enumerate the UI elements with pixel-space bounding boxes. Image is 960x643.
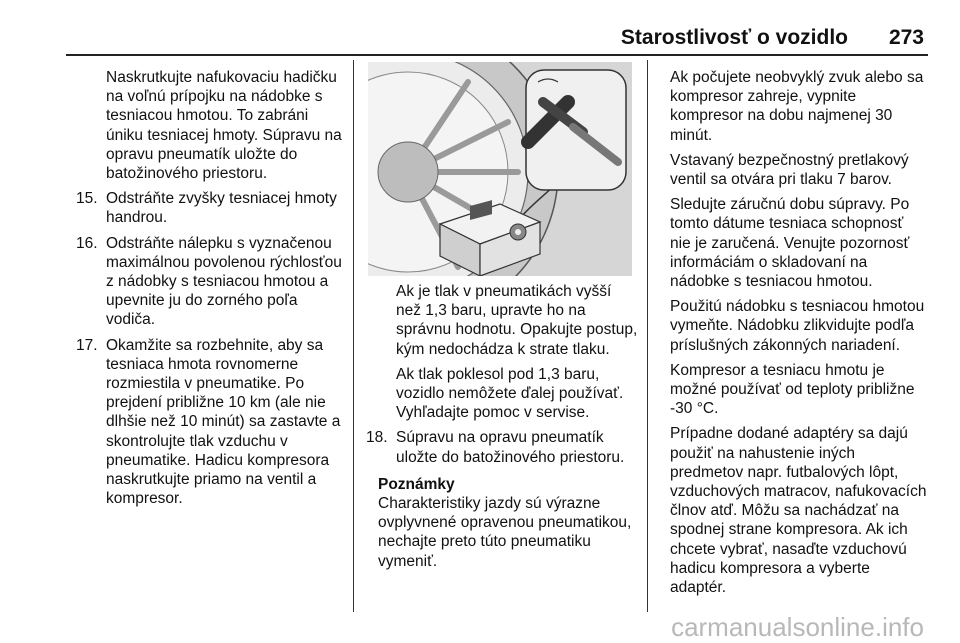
note-block [366,475,638,571]
item-number: 18. [366,429,388,447]
note-title: Poznámky [378,475,455,493]
paragraph: Sledujte záručnú dobu súpravy. Po tomto dátume tesniaca schopnosť nie je zaručená. Venujte pozornosť informáciám o skladovaní na nádobke s tesniacou hmotou. [670,196,910,291]
watermark: carmanualsonline.info [671,612,924,642]
item-text: Odstráňte nálepku s vyznačenou maximálnou povolenou rýchlosťou z nádobky s tesniacou hmotou a upevnite ju do zorného poľa vodiča. [106,234,342,329]
note-text: Charakteristiky jazdy sú výrazne ovplyvnené opravenou pneumatikou, nechajte preto túto pneumatiku vymeniť. [378,495,632,570]
low-pressure-paragraph: Ak tlak poklesol pod 1,3 baru, vozidlo nemôžete ďalej používať. Vyhľadajte pomoc v servise. [396,365,624,422]
list-item [76,336,346,509]
compressor-illustration [368,62,632,276]
item-text: Okamžite sa rozbehnite, aby sa tesniaca hmota rovnomerne rozmiestila v pneumatike. Po prejdení približne 10 km (ale nie dlhšie než 10 minút) sa zastavte a skontrolujte tlak vzduchu v pneumatike. Hadicu kompresora naskrutkujte priamo na ventil a kompresor. [106,336,341,508]
page-title: Starostlivosť o vozidlo [620,26,848,49]
column-2 [366,282,638,571]
continuation-paragraph: Naskrutkujte nafukovaciu hadičku na voľnú prípojku na nádobke s tesniacou hmotou. To zabráni úniku tesniacej hmoty. Súpravu na opravu pneumatík uložte do batožinového priestoru. [106,69,342,183]
compressor-drawing [368,62,632,276]
pressure-paragraph: Ak je tlak v pneumatikách vyšší než 1,3 baru, upravte ho na správnu hodnotu. Opakujte postup, kým nedochádza k strate tlaku. [396,283,638,358]
column-divider [353,60,354,612]
list-item [366,428,638,466]
item-number: 15. [76,190,98,208]
paragraph: Použitú nádobku s tesniacou hmotou vymeňte. Nádobku zlikvidujte podľa príslušných zákonných nariadení. [670,298,925,354]
list-item [76,234,346,330]
page-header [0,26,924,54]
paragraph: Ak počujete neobvyklý zvuk alebo sa kompresor zahreje, vypnite kompresor na dobu najmenej 30 minút. [670,69,924,144]
column-3 [670,68,928,603]
column-divider [647,60,648,612]
header-rule [66,54,928,56]
item-number: 17. [76,336,98,354]
paragraph: Kompresor a tesniacu hmotu je možné používať od teploty približne -30 °C. [670,361,915,418]
paragraph: Vstavaný bezpečnostný pretlakový ventil sa otvára pri tlaku 7 barov. [670,151,909,189]
paragraph: Prípadne dodané adaptéry sa dajú použiť na nahustenie iných predmetov napr. futbalových lôpt, vzduchových matracov, nafukovacích člnov atď. Môžu sa nachádzať na spodnej strane kompresora. Ak ich chcete vybrať, nasaďte vzduchovú hadicu kompresora a vyberte adaptér. [670,425,927,597]
list-item [76,189,346,227]
item-number: 16. [76,234,98,252]
item-text: Súpravu na opravu pneumatík uložte do batožinového priestoru. [396,429,625,466]
item-text: Odstráňte zvyšky tesniacej hmoty handrou. [106,190,337,227]
page-number: 273 [888,26,924,49]
column-1 [76,68,346,514]
